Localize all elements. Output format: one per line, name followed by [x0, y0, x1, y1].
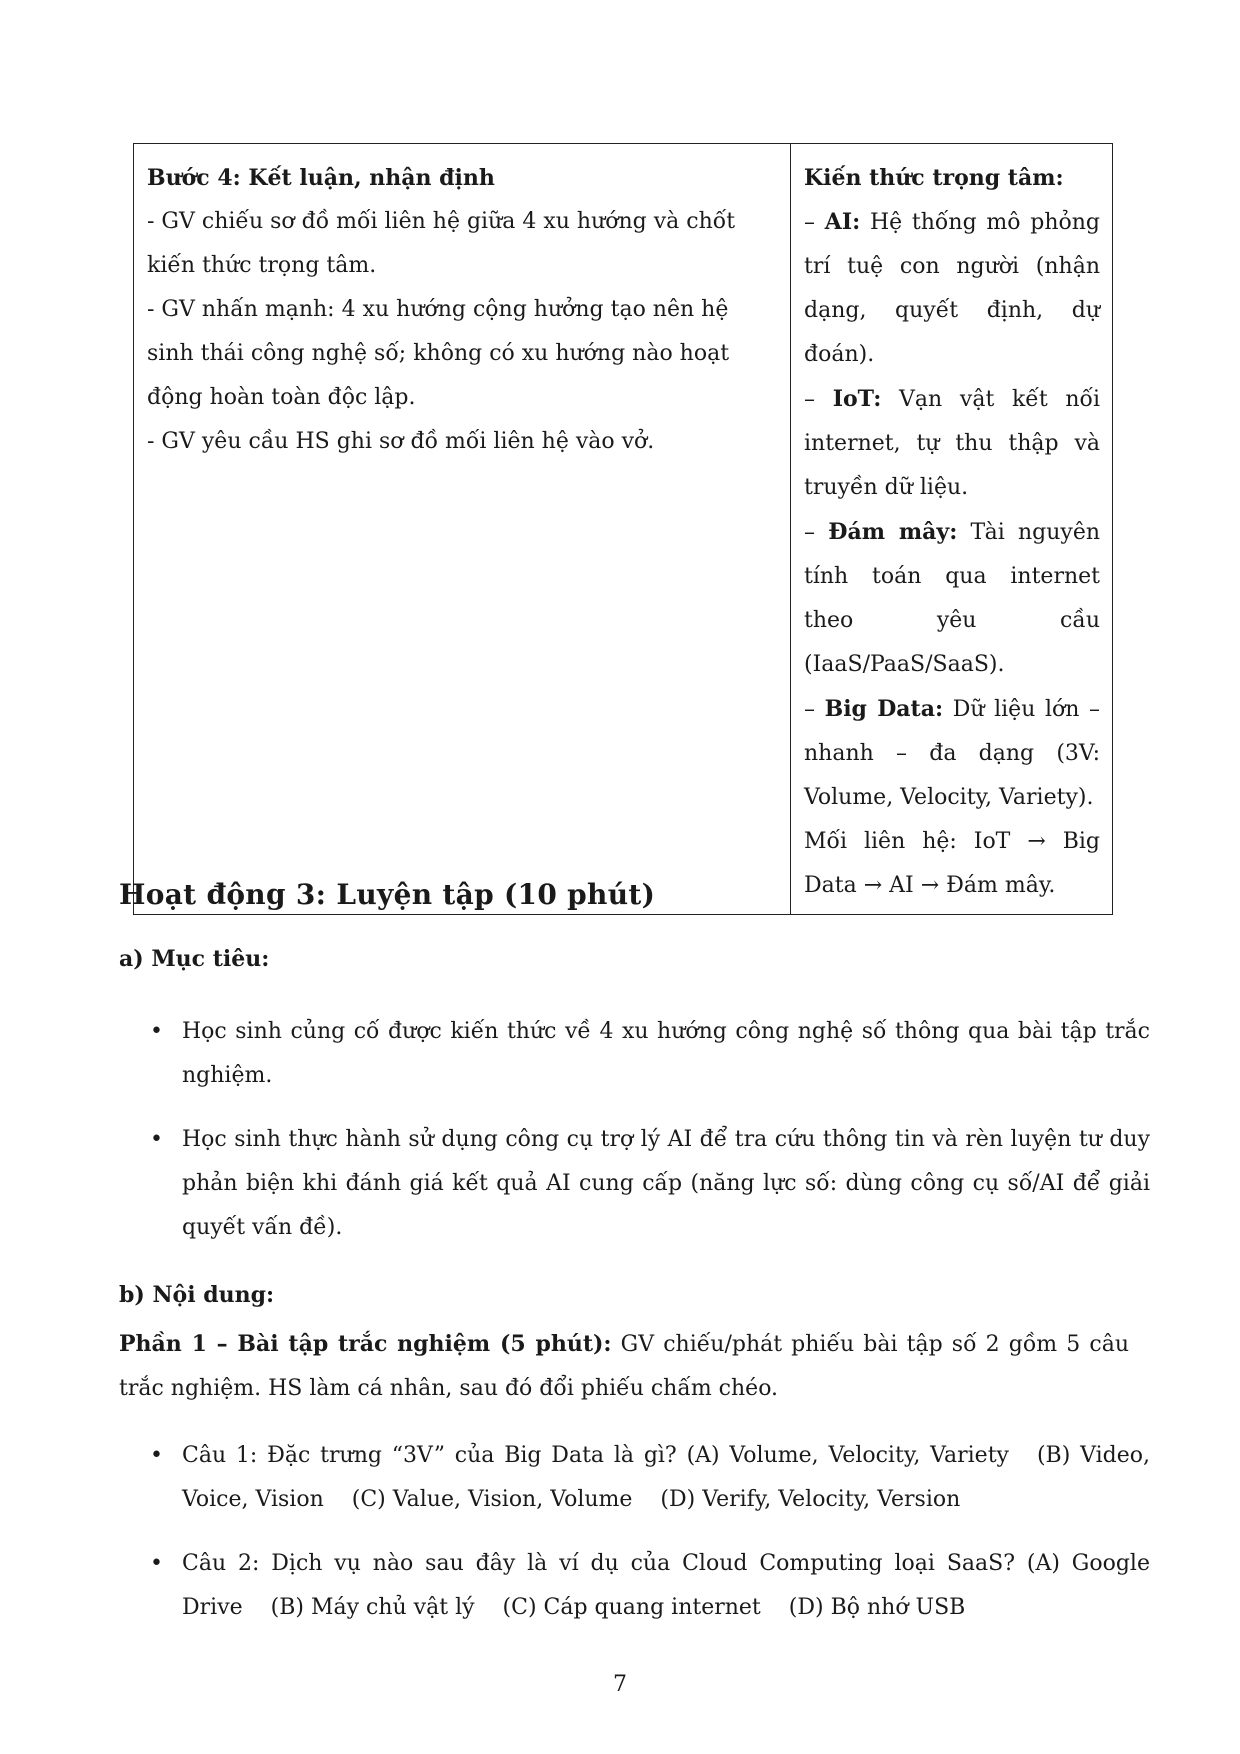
question-item: • Câu 1: Đặc trưng “3V” của Big Data là gì? (A) Volume, Velocity, Variety (B) Video, Voice, Vision (C) Value, Vision, Volume (D) Verify, Velocity, Version: [150, 1434, 1150, 1522]
question-list: [150, 1434, 1150, 1630]
knowledge-item: – Đám mây: Tài nguyên tính toán qua internet theo yêu cầu (IaaS/PaaS/SaaS).: [804, 519, 1101, 677]
list-item: • Học sinh thực hành sử dụng công cụ trợ lý AI để tra cứu thông tin và rèn luyện tư duy phản biện khi đánh giá kết quả AI cung cấp (năng lực số: dùng công cụ số/AI để giải quyết vấn đề).: [150, 1118, 1150, 1250]
step-line: - GV chiếu sơ đồ mối liên hệ giữa 4 xu hướng và chốt kiến thức trọng tâm.: [147, 209, 736, 278]
key-knowledge-title: Kiến thức trọng tâm:: [804, 165, 1064, 191]
knowledge-item: – AI: Hệ thống mô phỏng trí tuệ con người (nhận dạng, quyết định, dự đoán).: [804, 209, 1100, 367]
objectives-heading: a) Mục tiêu:: [119, 946, 270, 972]
content-heading: b) Nội dung:: [119, 1282, 275, 1308]
step-title: Bước 4: Kết luận, nhận định: [147, 165, 495, 191]
question-item: • Câu 2: Dịch vụ nào sau đây là ví dụ của Cloud Computing loại SaaS? (A) Google Drive (B) Máy chủ vật lý (C) Cáp quang internet (D) Bộ nhớ USB: [150, 1542, 1150, 1630]
step-line: - GV nhấn mạnh: 4 xu hướng cộng hưởng tạo nên hệ sinh thái công nghệ số; không có xu hướng nào hoạt động hoàn toàn độc lập.: [147, 297, 730, 410]
lesson-step-table: [133, 143, 1113, 915]
knowledge-item: – Big Data: Dữ liệu lớn – nhanh – đa dạng (3V: Volume, Velocity, Variety).: [804, 696, 1101, 810]
relation-line: Mối liên hệ: IoT → Big Data → AI → Đám mây.: [804, 829, 1100, 898]
activity-heading: Hoạt động 3: Luyện tập (10 phút): [119, 878, 656, 911]
key-knowledge-cell: [791, 144, 1113, 915]
step-line: - GV yêu cầu HS ghi sơ đồ mối liên hệ vào vở.: [147, 429, 655, 454]
knowledge-item: – IoT: Vạn vật kết nối internet, tự thu thập và truyền dữ liệu.: [804, 386, 1101, 500]
step-cell: [134, 144, 791, 915]
list-item: • Học sinh củng cố được kiến thức về 4 xu hướng công nghệ số thông qua bài tập trắc nghiệm.: [150, 1010, 1150, 1098]
objectives-list: [150, 1010, 1150, 1250]
part1-label: Phần 1 – Bài tập trắc nghiệm (5 phút):: [119, 1331, 612, 1357]
part1-paragraph: Phần 1 – Bài tập trắc nghiệm (5 phút): GV chiếu/phát phiếu bài tập số 2 gồm 5 câu trắc nghiệm. HS làm cá nhân, sau đó đổi phiếu chấm chéo.: [119, 1331, 1129, 1401]
page-number: 7: [613, 1672, 627, 1697]
